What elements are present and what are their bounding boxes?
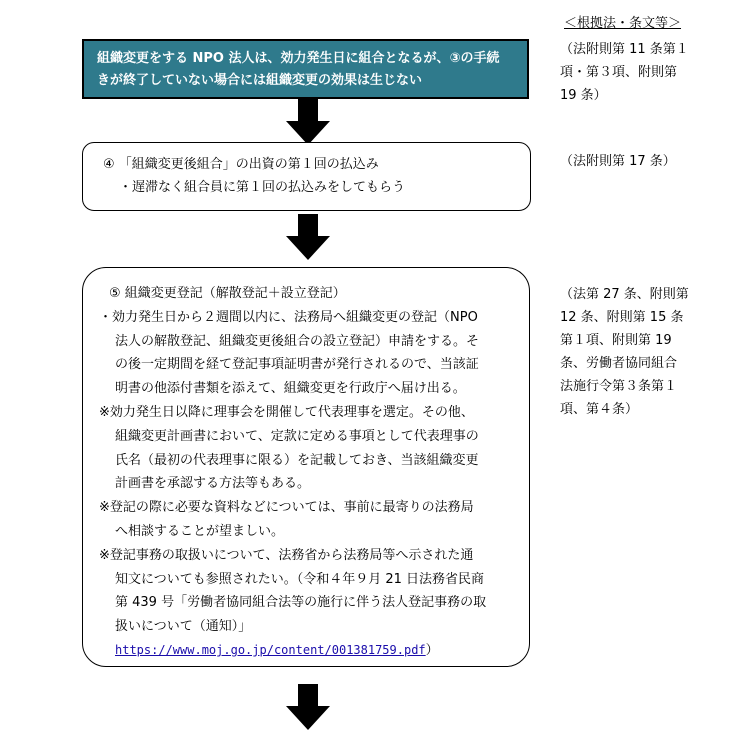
step-5-line: 組織変更計画書において、定款に定める事項として代表理事の bbox=[115, 428, 479, 444]
down-arrow-icon bbox=[286, 99, 330, 145]
step-5-line: ・効力発生日から２週間以内に、法務局へ組織変更の登記（NPO bbox=[99, 309, 478, 325]
step-5-line: へ相談することが望ましい。 bbox=[115, 523, 285, 539]
step-5-box bbox=[82, 267, 530, 667]
reference-line: 第１項、附則第 19 bbox=[560, 333, 672, 348]
link-closing-paren: ） bbox=[425, 642, 439, 658]
reference-line: 項、第４条） bbox=[560, 402, 639, 417]
notice-box bbox=[82, 39, 529, 99]
step-5-line: 法人の解散登記、組織変更後組合の設立登記）申請をする。そ bbox=[115, 333, 480, 349]
reference-line: （法附則第 11 条第１ bbox=[560, 42, 689, 57]
reference-line: 12 条、附則第 15 条 bbox=[560, 310, 684, 325]
reference-header: ＜根拠法・条文等＞ bbox=[564, 16, 682, 31]
step-5-note: ※登記の際に必要な資料などについては、事前に最寄りの法務局 bbox=[99, 500, 474, 516]
down-arrow-icon bbox=[286, 214, 330, 260]
step-5-line: 扱いについて（通知）」 bbox=[115, 619, 252, 635]
down-arrow-icon bbox=[286, 684, 330, 730]
reference-line: （法第 27 条、附則第 bbox=[560, 287, 689, 302]
reference-block-2 bbox=[560, 150, 676, 173]
step-4-detail: ・遅滞なく組合員に第１回の払込みをしてもらう bbox=[119, 180, 406, 195]
step-5-line: 明書の他添付書類を添えて、組織変更を行政庁へ届け出る。 bbox=[115, 381, 466, 397]
step-5-line: の後一定期間を経て登記事項証明書が発行されるので、当該証 bbox=[115, 357, 479, 373]
moj-notice-link[interactable]: https://www.moj.go.jp/content/001381759.pdf bbox=[115, 642, 426, 657]
step-4-title: ④ 「組織変更後組合」の出資の第１回の払込み bbox=[103, 157, 379, 172]
step-5-line: 知文についても参照されたい。（令和４年９月 21 日法務省民商 bbox=[115, 571, 485, 587]
reference-line: 項・第３項、附則第 bbox=[560, 65, 678, 80]
reference-block-3 bbox=[560, 283, 689, 421]
reference-block-1 bbox=[560, 38, 689, 107]
step-5-line: 第 439 号「労働者協同組合法等の施行に伴う法人登記事務の取 bbox=[115, 595, 487, 611]
step-5-line: 氏名（最初の代表理事に限る）を記載しておき、当該組織変更 bbox=[115, 452, 479, 468]
step-5-line: 計画書を承認する方法等もある。 bbox=[115, 476, 311, 492]
reference-line: 条、労働者協同組合 bbox=[560, 356, 678, 371]
step-5-note: ※効力発生日以降に理事会を開催して代表理事を選定。その他、 bbox=[99, 404, 474, 420]
reference-line: 法施行令第３条第１ bbox=[560, 379, 678, 394]
reference-line: 19 条） bbox=[560, 88, 607, 103]
reference-line: （法附則第 17 条） bbox=[560, 154, 676, 169]
step-5-title: ⑤ 組織変更登記（解散登記＋設立登記） bbox=[109, 286, 346, 301]
step-5-link-line bbox=[99, 639, 519, 663]
step-5-note: ※登記事務の取扱いについて、法務省から法務局等へ示された通 bbox=[99, 547, 474, 563]
notice-line: きが終了していない場合には組織変更の効果は生じない bbox=[97, 73, 423, 88]
notice-line: 組織変更をする NPO 法人は、効力発生日に組合となるが、③の手続 bbox=[97, 51, 500, 66]
step-4-box bbox=[82, 142, 531, 211]
